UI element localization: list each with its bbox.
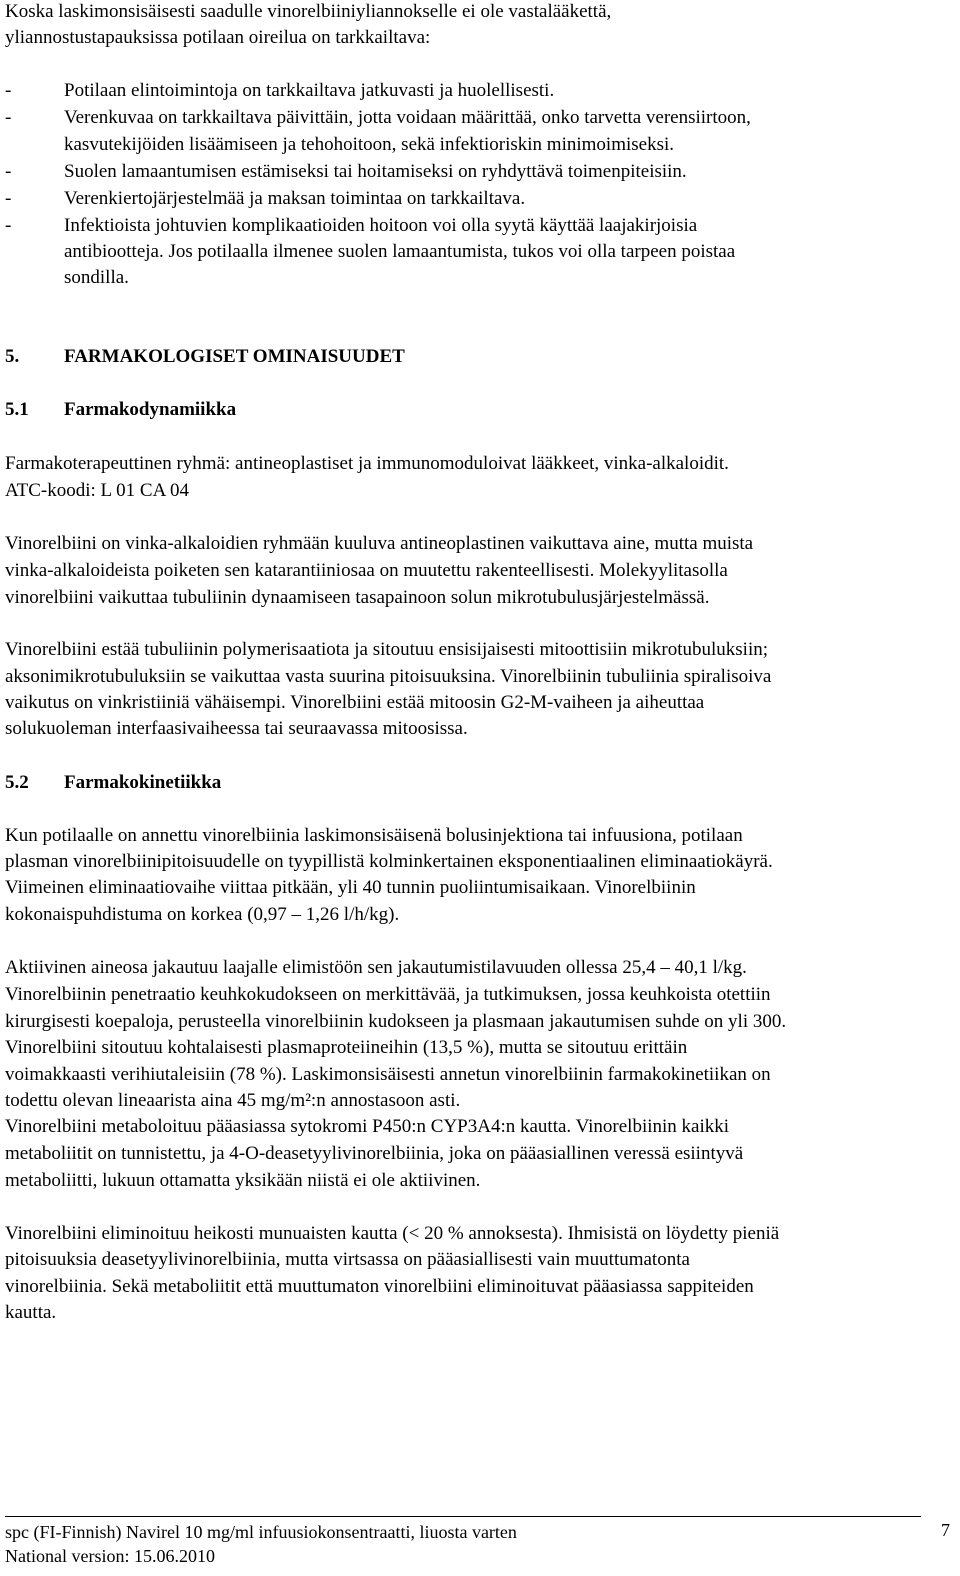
section-5-2-number: 5.2 — [5, 772, 29, 793]
s52-p3-line-3: vinorelbiinia. Sekä metaboliitit että muuttumaton vinorelbiini eliminoituvat pääasiassa sappiteiden — [5, 1276, 754, 1297]
bullet-2-line-1: Verenkuvaa on tarkkailtava päivittäin, jotta voidaan määrittää, onko tarvetta verensiirtoon, — [64, 107, 751, 128]
bullet-marker: - — [5, 215, 12, 236]
bullet-marker: - — [5, 188, 12, 209]
bullet-marker: - — [5, 161, 12, 182]
s51-p1-line-2: ATC-koodi: L 01 CA 04 — [5, 480, 190, 501]
s51-p2-line-3: vinorelbiini vaikuttaa tubuliinin dynaamiseen tasapainoon solun mikrotubulusjärjestelmässä. — [5, 587, 710, 608]
bullet-5-line-1: Infektioista johtuvien komplikaatioiden hoitoon voi olla syytä käyttää laajakirjoisia — [64, 215, 698, 236]
section-5-1-title: Farmakodynamiikka — [64, 399, 237, 420]
s51-p3-line-2: aksonimikrotubuluksiin se vaikuttaa vasta suurina pitoisuuksina. Vinorelbiinin tubuliinia spiralisoiva — [5, 666, 772, 687]
section-5-2-title: Farmakokinetiikka — [64, 772, 222, 793]
s51-p1-line-1: Farmakoterapeuttinen ryhmä: antineoplastiset ja immunomoduloivat lääkkeet, vinka-alkaloidit. — [5, 453, 729, 474]
bullet-5-line-2: antibiootteja. Jos potilaalla ilmenee suolen lamaantumista, tukos voi olla tarpeen poistaa — [64, 241, 736, 262]
s51-p2-line-1: Vinorelbiini on vinka-alkaloidien ryhmään kuuluva antineoplastinen vaikuttava aine, mutta muista — [5, 533, 754, 554]
s51-p3-line-1: Vinorelbiini estää tubuliinin polymerisaatiota ja sitoutuu ensisijaisesti mitoottisiin mikrotubuluksiin; — [5, 639, 769, 660]
bullet-1-line-1: Potilaan elintoimintoja on tarkkailtava jatkuvasti ja huolellisesti. — [64, 80, 555, 101]
s52-p1-line-4: kokonaispuhdistuma on korkea (0,97 – 1,26 l/h/kg). — [5, 904, 400, 925]
s52-p2-line-5: voimakkaasti verihiutaleisiin (78 %). Laskimonsisäisesti annetun vinorelbiinin farmakokinetiikan on — [5, 1064, 771, 1085]
s52-p1-line-2: plasman vinorelbiinipitoisuudelle on tyypillistä kolminkertainen eksponentiaalinen eliminaatiokäyrä. — [5, 851, 773, 872]
s51-p2-line-2: vinka-alkaloideista poiketen sen katarantiiniosaa on muutettu rakenteellisesti. Molekyylitasolla — [5, 560, 728, 581]
s52-p2-line-6: todettu olevan lineaarista aina 45 mg/m²:n annostasoon asti. — [5, 1090, 461, 1111]
s52-p3-line-4: kautta. — [5, 1302, 57, 1323]
section-5-title: FARMAKOLOGISET OMINAISUUDET — [64, 346, 405, 367]
section-5-1-number: 5.1 — [5, 399, 29, 420]
s52-p2-line-2: Vinorelbiinin penetraatio keuhkokudokseen on merkittävää, ja tutkimuksen, jossa keuhkoista otettiin — [5, 984, 771, 1005]
intro-line-1: Koska laskimonsisäisesti saadulle vinorelbiiniyliannokselle ei ole vastalääkettä, — [5, 1, 612, 22]
s52-p2-line-3: kirurgisesti koepaloja, perusteella vinorelbiinin kudokseen ja plasmaan jakautumisen suhde on yli 300. — [5, 1011, 787, 1032]
s52-p2-line-9: metaboliitti, lukuun ottamatta yksikään niistä ei ole aktiivinen. — [5, 1170, 481, 1191]
section-5-number: 5. — [5, 346, 20, 367]
s52-p2-line-1: Aktiivinen aineosa jakautuu laajalle elimistöön sen jakautumistilavuuden ollessa 25,4 – 40,1 l/kg. — [5, 957, 747, 978]
s52-p1-line-1: Kun potilaalle on annettu vinorelbiinia laskimonsisäisenä bolusinjektiona tai infuusiona, potilaan — [5, 825, 743, 846]
page-number: 7 — [941, 1520, 950, 1540]
bullet-marker: - — [5, 107, 12, 128]
bullet-5-line-3: sondilla. — [64, 267, 129, 288]
s52-p2-line-8: metaboliitit on tunnistettu, ja 4-O-deasetyylivinorelbiinia, joka on pääasiallinen veressä esiintyvä — [5, 1143, 744, 1164]
s52-p3-line-2: pitoisuuksia deasetyylivinorelbiinia, mutta virtsassa on pääasiallisesti vain muuttumatonta — [5, 1249, 690, 1270]
s51-p3-line-3: vaikutus on vinkristiiniä vähäisempi. Vinorelbiini estää mitoosin G2-M-vaiheen ja aiheuttaa — [5, 692, 705, 713]
bullet-3-line-1: Suolen lamaantumisen estämiseksi tai hoitamiseksi on ryhdyttävä toimenpiteisiin. — [64, 161, 687, 182]
footer-version: National version: 15.06.2010 — [5, 1546, 215, 1566]
footer-divider — [5, 1516, 921, 1517]
intro-line-2: yliannostustapauksissa potilaan oireilua on tarkkailtava: — [5, 27, 431, 48]
footer-document-title: spc (FI-Finnish) Navirel 10 mg/ml infuusiokonsentraatti, liuosta varten — [5, 1522, 517, 1542]
s52-p3-line-1: Vinorelbiini eliminoituu heikosti munuaisten kautta (< 20 % annoksesta). Ihmisistä on löydetty pieniä — [5, 1223, 780, 1244]
bullet-marker: - — [5, 80, 12, 101]
s52-p2-line-4: Vinorelbiini sitoutuu kohtalaisesti plasmaproteiineihin (13,5 %), mutta se sitoutuu erittäin — [5, 1037, 688, 1058]
s52-p1-line-3: Viimeinen eliminaatiovaihe viittaa pitkään, yli 40 tunnin puoliintumisaikaan. Vinorelbiinin — [5, 877, 696, 898]
bullet-2-line-2: kasvutekijöiden lisäämiseen ja tehohoitoon, sekä infektioriskin minimoimiseksi. — [64, 134, 675, 155]
s52-p2-line-7: Vinorelbiini metaboloituu pääasiassa sytokromi P450:n CYP3A4:n kautta. Vinorelbiinin kaikki — [5, 1116, 730, 1137]
bullet-4-line-1: Verenkiertojärjestelmää ja maksan toimintaa on tarkkailtava. — [64, 188, 526, 209]
s51-p3-line-4: solukuoleman interfaasivaiheessa tai seuraavassa mitoosissa. — [5, 718, 468, 739]
